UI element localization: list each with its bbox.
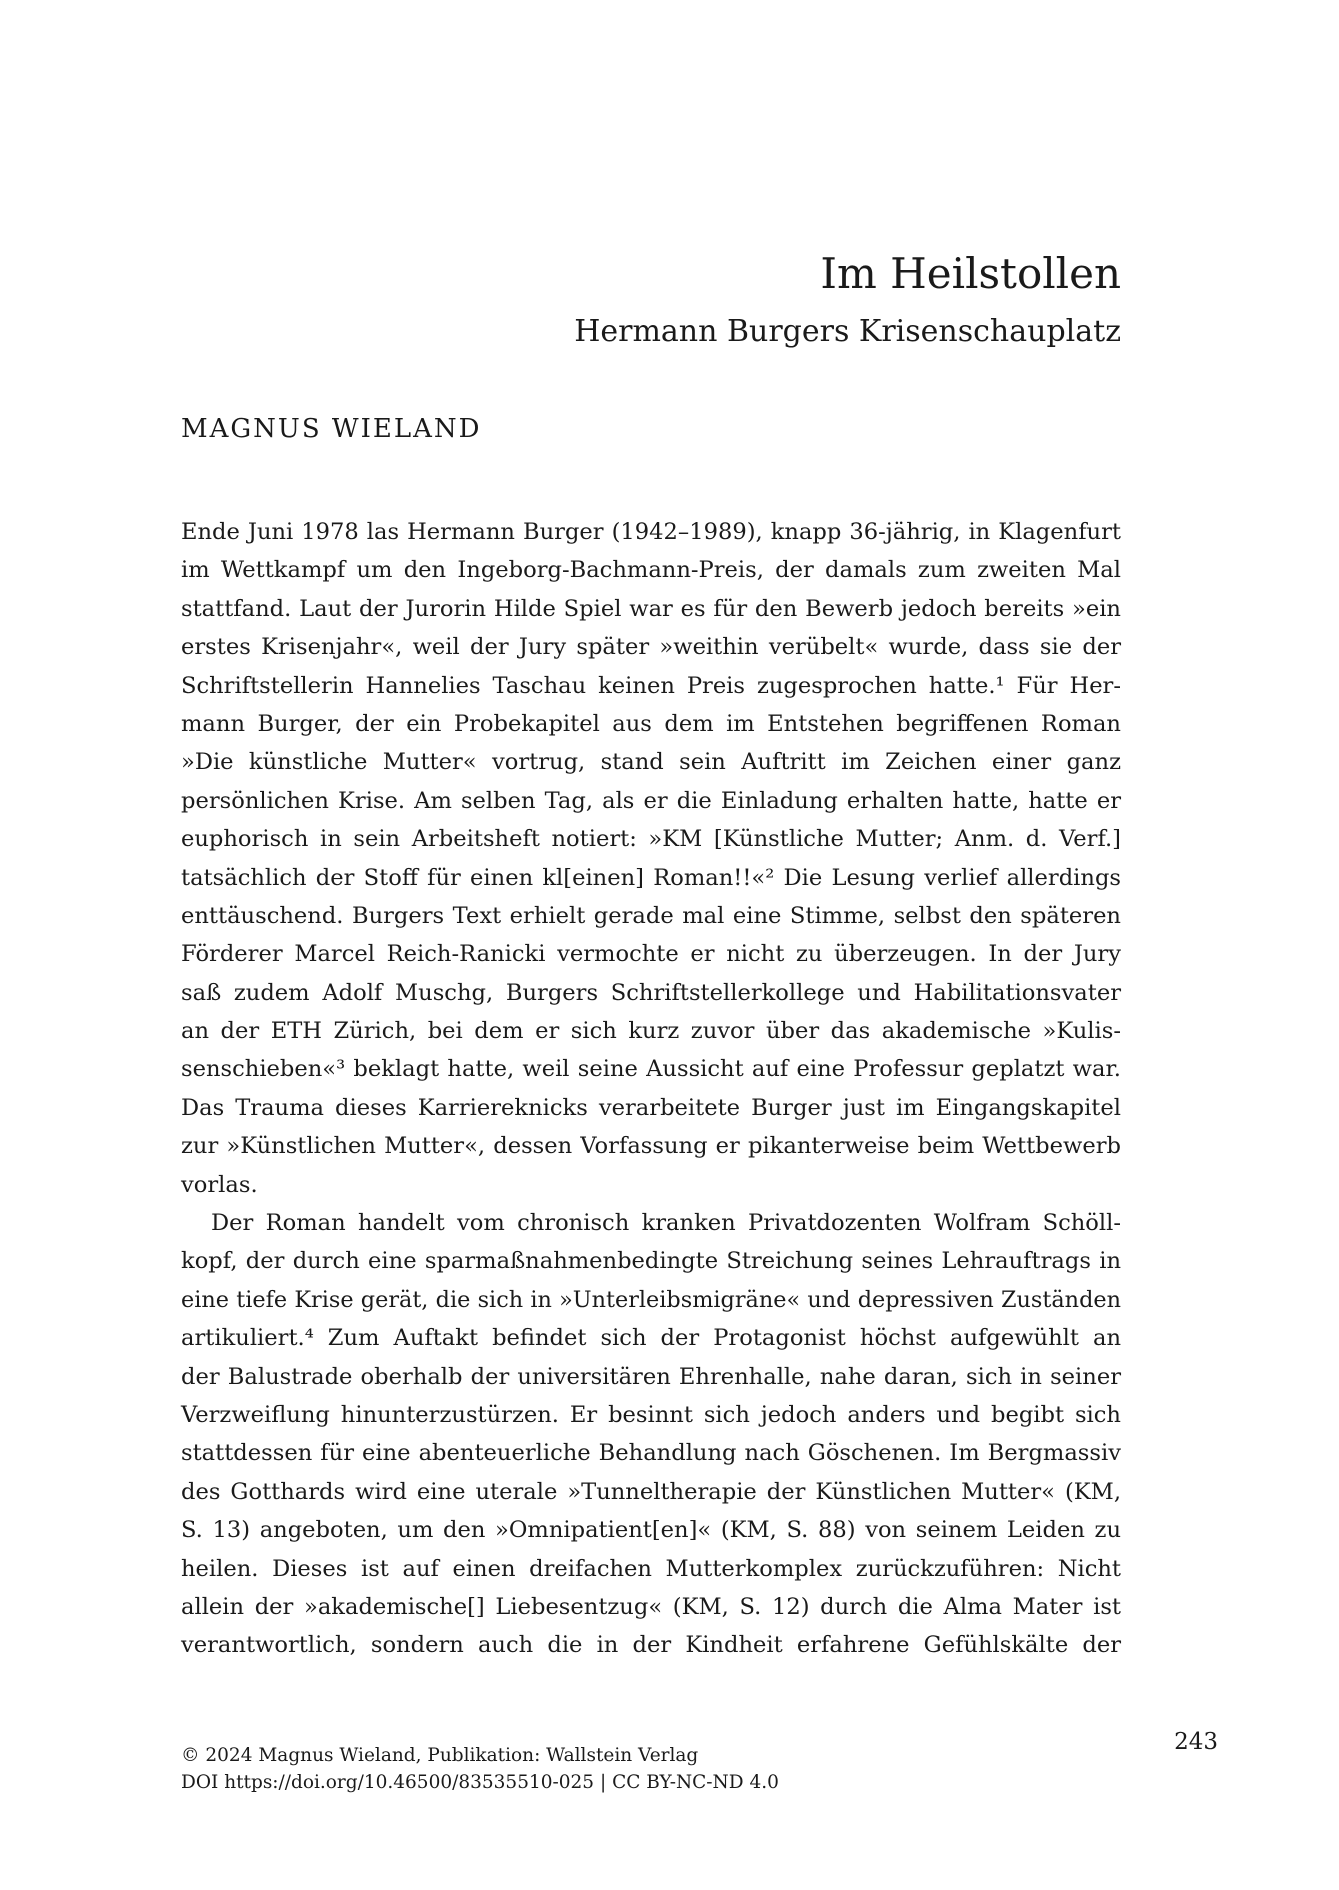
author-name: MAGNUS WIELAND <box>181 414 482 444</box>
body-line: der Balustrade oberhalb der universitären Ehrenhalle, nahe daran, sich in seiner <box>181 1363 1121 1390</box>
body-line: tatsächlich der Stoff für einen kl[einen] Roman!!«² Die Lesung verlief allerdings <box>181 864 1121 891</box>
body-line: zur »Künstlichen Mutter«, dessen Vorfassung er pikanterweise beim Wettbewerb <box>181 1133 1121 1160</box>
body-line: vorlas. <box>181 1171 258 1198</box>
body-line: heilen. Dieses ist auf einen dreifachen Mutterkomplex zurückzuführen: Nicht <box>181 1555 1121 1582</box>
body-line: persönlichen Krise. Am selben Tag, als er die Einladung erhalten hatte, hatte er <box>181 787 1121 814</box>
body-line: Ende Juni 1978 las Hermann Burger (1942–1989), knapp 36-jährig, in Klagenfurt <box>181 519 1121 545</box>
body-line: kopf, der durch eine sparmaßnahmenbedingte Streichung seines Lehrauftrags in <box>181 1248 1121 1275</box>
body-line: eine tiefe Krise gerät, die sich in »Unterleibsmigräne« und depressiven Zuständen <box>181 1286 1121 1313</box>
page-number: 243 <box>1174 1729 1218 1755</box>
body-line: enttäuschend. Burgers Text erhielt gerade mal eine Stimme, selbst den späteren <box>181 902 1121 929</box>
article-subtitle: Hermann Burgers Krisenschauplatz <box>574 314 1121 349</box>
body-line: im Wettkampf um den Ingeborg-Bachmann-Preis, der damals zum zweiten Mal <box>181 557 1121 584</box>
body-line: Der Roman handelt vom chronisch kranken Privatdozenten Wolfram Schöll- <box>211 1210 1121 1237</box>
body-line: an der ETH Zürich, bei dem er sich kurz zuvor über das akademische »Kulis- <box>181 1018 1121 1045</box>
body-line: mann Burger, der ein Probekapitel aus dem im Entstehen begriffenen Roman <box>181 710 1121 737</box>
body-line: Schriftstellerin Hannelies Taschau keinen Preis zugesprochen hatte.¹ Für Her- <box>181 672 1121 699</box>
footer <box>181 1742 779 1796</box>
body-line: allein der »akademische[] Liebesentzug« (KM, S. 12) durch die Alma Mater ist <box>181 1593 1121 1620</box>
body-line: Das Trauma dieses Karriereknicks verarbeitete Burger just im Eingangskapitel <box>181 1094 1121 1121</box>
body-line: stattdessen für eine abenteuerliche Behandlung nach Göschenen. Im Bergmassiv <box>181 1440 1121 1467</box>
body-line: S. 13) angeboten, um den »Omnipatient[en]« (KM, S. 88) von seinem Leiden zu <box>181 1517 1121 1544</box>
body-line: euphorisch in sein Arbeitsheft notiert: »KM [Künstliche Mutter; Anm. d. Verf.] <box>181 826 1121 853</box>
body-line: »Die künstliche Mutter« vortrug, stand sein Auftritt im Zeichen einer ganz <box>181 749 1121 776</box>
body-line: des Gotthards wird eine uterale »Tunneltherapie der Künstlichen Mutter« (KM, <box>181 1478 1121 1505</box>
body-line: verantwortlich, sondern auch die in der Kindheit erfahrene Gefühlskälte der <box>181 1632 1121 1659</box>
doi-line: DOI https://doi.org/10.46500/83535510-025 | CC BY-NC-ND 4.0 <box>181 1772 779 1793</box>
copyright-notice: © 2024 Magnus Wieland, Publikation: Wallstein Verlag <box>181 1745 699 1766</box>
body-line: Verzweiflung hinunterzustürzen. Er besinnt sich jedoch anders und begibt sich <box>181 1401 1121 1428</box>
body-line: Förderer Marcel Reich-Ranicki vermochte er nicht zu überzeugen. In der Jury <box>181 941 1121 968</box>
article-title: Im Heilstollen <box>820 249 1121 298</box>
body-text <box>181 513 1121 1665</box>
body-line: senschieben«³ beklagt hatte, weil seine Aussicht auf eine Professur geplatzt war. <box>181 1056 1121 1083</box>
body-line: stattfand. Laut der Jurorin Hilde Spiel war es für den Bewerb jedoch bereits »ein <box>181 595 1121 622</box>
body-line: artikuliert.⁴ Zum Auftakt befindet sich der Protagonist höchst aufgewühlt an <box>181 1325 1121 1352</box>
body-line: saß zudem Adolf Muschg, Burgers Schriftstellerkollege und Habilitationsvater <box>181 979 1121 1006</box>
body-line: erstes Krisenjahr«, weil der Jury später »weithin verübelt« wurde, dass sie der <box>181 634 1121 661</box>
